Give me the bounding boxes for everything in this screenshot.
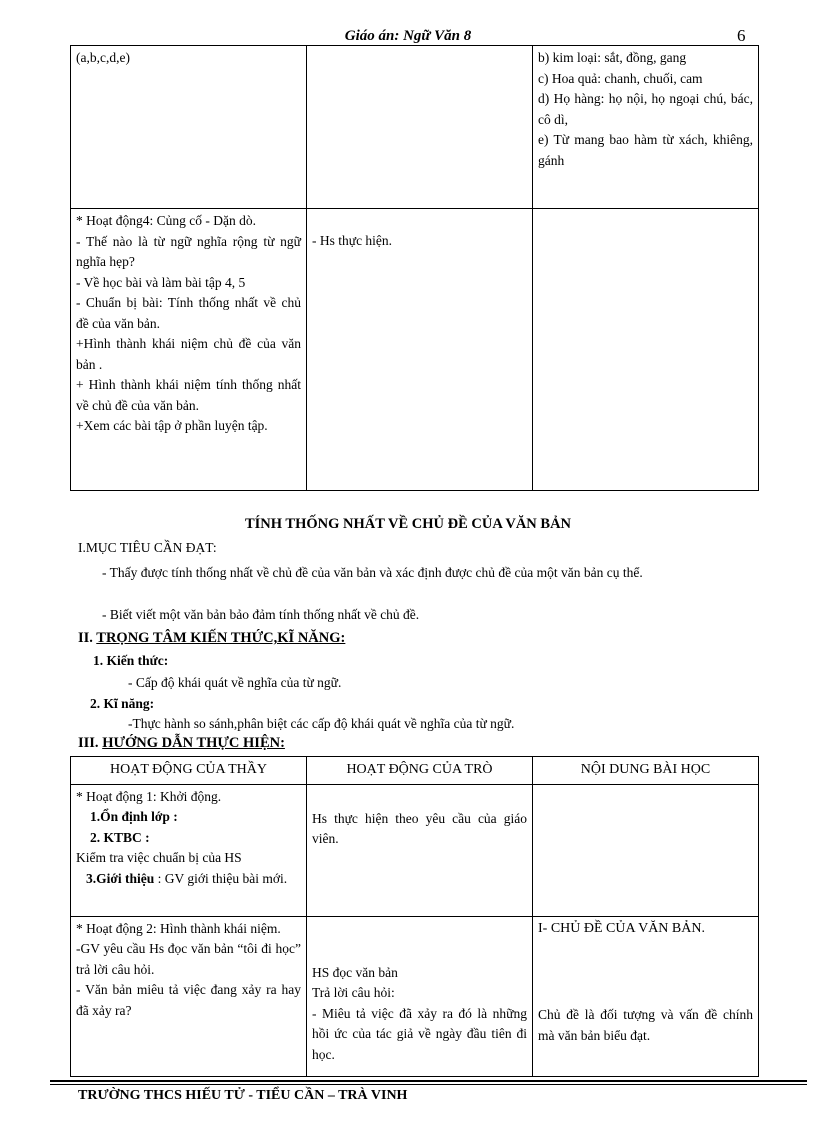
- cell-text: c) Hoa quả: chanh, chuối, cam: [538, 70, 703, 86]
- cell-text: + Hình thành khái niệm tính thống nhất về chủ đề của văn bản.: [76, 377, 301, 413]
- cell-text: b) kim loại: sắt, đồng, gang: [538, 50, 687, 65]
- section2-title: TRỌNG TÂM KIẾN THỨC,KĨ NĂNG:: [96, 630, 346, 646]
- cell-text: HS đọc văn bản: [312, 964, 398, 980]
- cell-text: e) Từ mang bao hàm từ xách, khiêng, gánh: [538, 132, 753, 168]
- section1-item-1: - Thấy được tính thống nhất về chủ đề của văn bản và xác định được chủ đề của một văn bản cụ thể.: [102, 565, 643, 580]
- cell-text: * Hoạt động 2: Hình thành khái niệm.: [76, 920, 281, 936]
- header-title: Giáo án: Ngữ Văn 8: [344, 28, 472, 44]
- table-header-row: [71, 757, 759, 785]
- cell-text: - Hs thực hiện.: [312, 233, 393, 248]
- cell-text: [76, 869, 301, 890]
- cell-text: -GV yêu cầu Hs đọc văn bản “tôi đi học” trả lời câu hỏi.: [76, 941, 301, 977]
- activity2-content: [533, 916, 759, 1076]
- cell-text: - Văn bản miêu tả việc đang xảy ra hay đã xảy ra?: [76, 982, 301, 1018]
- top-table: [70, 45, 759, 491]
- cell-text: Chủ đề là đối tượng và vấn đề chính mà văn bản biểu đạt.: [538, 1007, 753, 1043]
- top-row1-col2: [307, 46, 533, 209]
- cell-text: Kiểm tra việc chuẩn bị của HS: [76, 850, 242, 865]
- header-teacher: HOẠT ĐỘNG CỦA THẦY: [71, 757, 307, 785]
- section3-prefix: III.: [78, 735, 103, 751]
- cell-text: +Hình thành khái niệm chủ đề của văn bản .: [76, 336, 301, 372]
- cell-text: +Xem các bài tập ở phần luyện tập.: [76, 418, 268, 433]
- table-row: [71, 784, 759, 916]
- page-number: 6: [737, 26, 746, 45]
- section1-heading: I.MỤC TIÊU CẦN ĐẠT:: [78, 540, 217, 555]
- header-content: NỘI DUNG BÀI HỌC: [533, 757, 759, 785]
- cell-text: 1.Ổn định lớp :: [90, 809, 178, 824]
- section3-title: HƯỚNG DẪN THỰC HIỆN:: [102, 735, 285, 751]
- table-row: [71, 209, 759, 491]
- section3-heading: [78, 735, 285, 752]
- activity1-student: [307, 784, 533, 916]
- footer-rule: [50, 1084, 807, 1085]
- header-student: HOẠT ĐỘNG CỦA TRÒ: [307, 757, 533, 785]
- activity1-content: [533, 784, 759, 916]
- cell-text: Trả lời câu hỏi:: [312, 985, 395, 1000]
- knowledge-label: 1. Kiến thức:: [93, 653, 169, 668]
- cell-text: - Về học bài và làm bài tập 4, 5: [76, 274, 246, 290]
- cell-text: d) Họ hàng: họ nội, họ ngoại chú, bác, cô dì,: [538, 91, 753, 127]
- cell-text: Hs thực hiện theo yêu cầu của giáo viên.: [312, 810, 527, 846]
- table-row: [71, 916, 759, 1076]
- section1-item-2: - Biết viết một văn bản bảo đảm tính thống nhất về chủ đề.: [102, 607, 420, 622]
- cell-text: (a,b,c,d,e): [76, 50, 130, 65]
- activity2-teacher: [71, 916, 307, 1076]
- section2-heading: [78, 630, 345, 647]
- skill-label: 2. Kĩ năng:: [90, 696, 155, 711]
- intro-text: : GV giới thiệu bài mới.: [154, 870, 288, 886]
- section2-prefix: II.: [78, 630, 97, 646]
- activity2-student: [307, 916, 533, 1076]
- cell-text: - Chuẩn bị bài: Tính thống nhất về chủ đề của văn bản.: [76, 295, 301, 331]
- table-row: [71, 46, 759, 209]
- top-row1-col1: [71, 46, 307, 209]
- top-row2-col1: [71, 209, 307, 491]
- lesson-title: TÍNH THỐNG NHẤT VỀ CHỦ ĐỀ CỦA VĂN BẢN: [244, 516, 572, 532]
- intro-label: 3.Giới thiệu: [86, 870, 155, 886]
- cell-text: 2. KTBC :: [90, 829, 150, 845]
- cell-heading: I- CHỦ ĐỀ CỦA VĂN BẢN.: [538, 920, 705, 936]
- footer-school: TRƯỜNG THCS HIẾU TỬ - TIỂU CẦN – TRÀ VINH: [78, 1088, 408, 1103]
- knowledge-text: - Cấp độ khái quát về nghĩa của từ ngữ.: [128, 675, 342, 690]
- activity1-teacher: [71, 784, 307, 916]
- cell-text: - Miêu tả việc đã xảy ra đó là những hồi ức của tác giả về ngày đầu tiên đi học.: [312, 1005, 527, 1062]
- cell-text: - Thế nào là từ ngữ nghĩa rộng từ ngữ nghĩa hẹp?: [76, 233, 301, 269]
- cell-text: * Hoạt động4: Củng cố - Dặn dò.: [76, 213, 256, 228]
- cell-text: * Hoạt động 1: Khởi động.: [76, 788, 222, 804]
- top-row1-col3: [533, 46, 759, 209]
- activity-table: [70, 756, 759, 1077]
- footer-rule: [50, 1080, 807, 1082]
- skill-text: -Thực hành so sánh,phân biệt các cấp độ khái quát về nghĩa của từ ngữ.: [128, 716, 515, 731]
- top-row2-col2: [307, 209, 533, 491]
- top-row2-col3: [533, 209, 759, 491]
